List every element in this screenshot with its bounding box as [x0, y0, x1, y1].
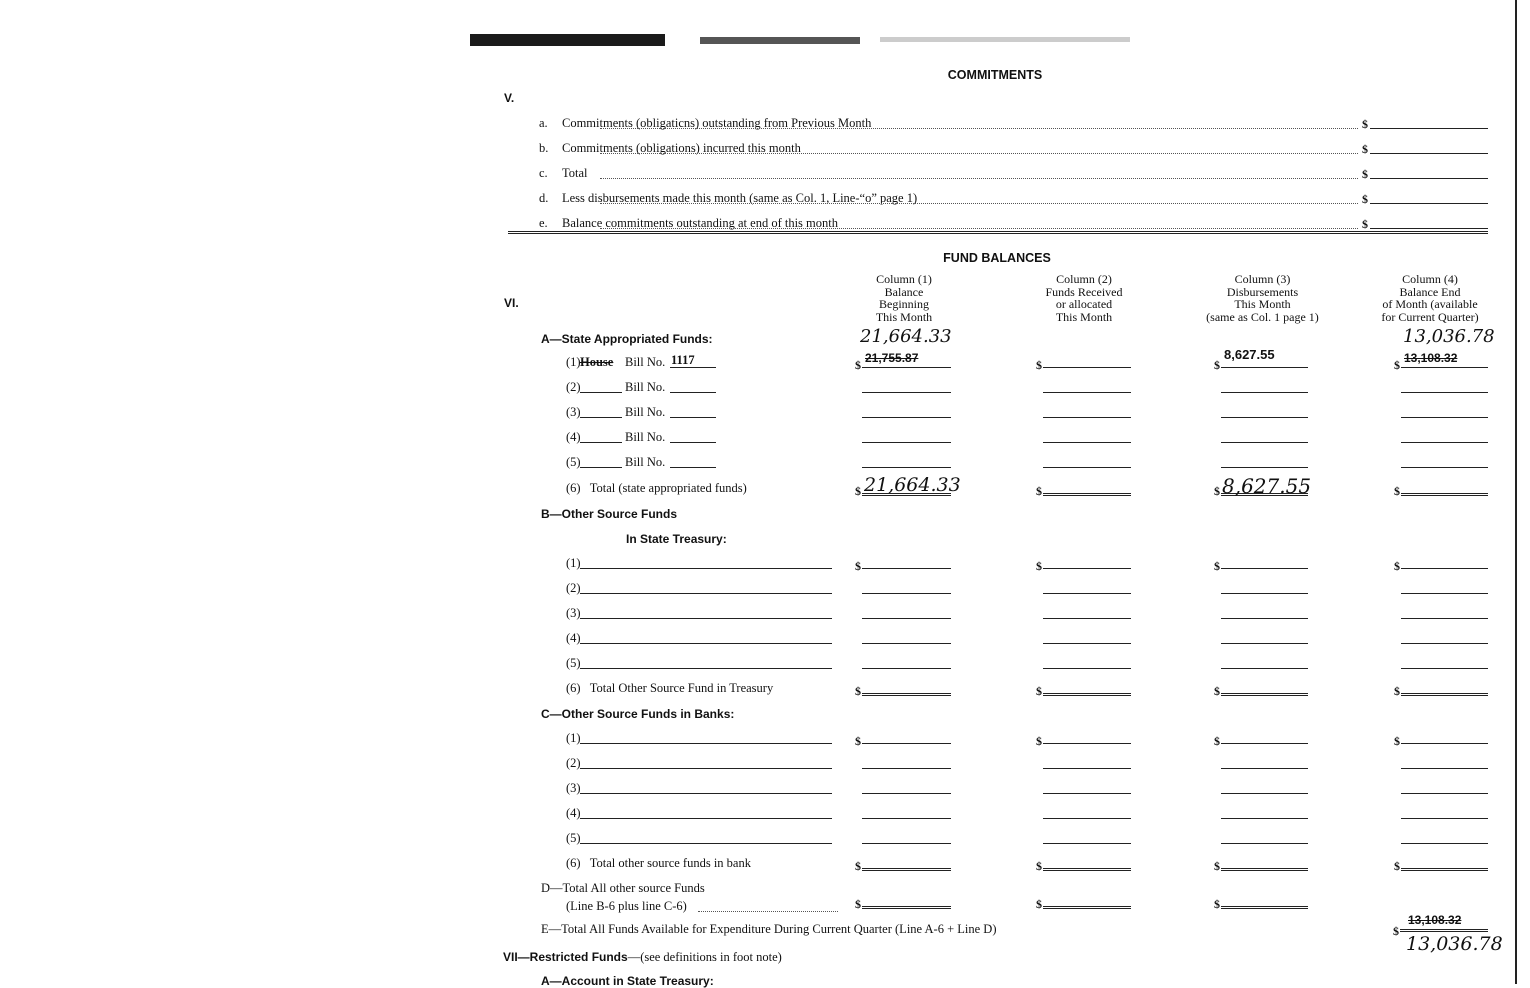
section-c-heading: C—Other Source Funds in Banks:: [541, 707, 735, 721]
a-row-label: Bill No.: [625, 430, 666, 444]
section-d-line2: (Line B-6 plus line C-6): [566, 899, 687, 913]
a-row-label: Bill No.: [625, 455, 666, 469]
b-row-description-field[interactable]: [580, 643, 832, 644]
commitment-leader: [600, 178, 1358, 179]
a-row-col2-field[interactable]: [1043, 367, 1131, 368]
c-row-col4-field[interactable]: [1401, 843, 1488, 844]
c-row-col1-field[interactable]: [862, 743, 951, 744]
c-row-col2-field[interactable]: [1043, 768, 1131, 769]
b-row-col1-field[interactable]: [862, 643, 951, 644]
c-row-col1-field[interactable]: [862, 793, 951, 794]
a-row-col3-field[interactable]: [1221, 442, 1308, 443]
a-row-prefix-struck: House: [580, 355, 614, 369]
commitments-divider: [508, 231, 1488, 234]
section-c-total-label: (6) Total other source funds in bank: [566, 856, 751, 870]
b-row-description-field[interactable]: [580, 668, 832, 669]
b-row-col1-field[interactable]: [862, 668, 951, 669]
a-row-col1-field[interactable]: [862, 417, 951, 418]
dollar-sign: $: [855, 897, 861, 911]
a-row-col2-field[interactable]: [1043, 467, 1131, 468]
restricted-subheading: A—Account in State Treasury:: [541, 974, 714, 988]
b-row-description-field[interactable]: [580, 618, 832, 619]
c-row-description-field[interactable]: [580, 793, 832, 794]
c-total-col4-field[interactable]: [1401, 868, 1488, 871]
dollar-sign: $: [1036, 734, 1042, 748]
c-row-col2-field[interactable]: [1043, 843, 1131, 844]
section-b-heading: B—Other Source Funds: [541, 507, 678, 521]
c-row-description-field[interactable]: [580, 843, 832, 844]
column-3-header: Column (3) Disbursements This Month (same as Col. 1 page 1): [1206, 272, 1319, 324]
c-row-col2-field[interactable]: [1043, 743, 1131, 744]
commitment-label: Commitments (obligaticns) outstanding from Previous Month: [562, 116, 872, 130]
commitment-label: Total: [562, 166, 588, 180]
commitment-letter: d.: [539, 191, 549, 205]
a-row-col2-field[interactable]: [1043, 442, 1131, 443]
commitment-letter: a.: [539, 116, 548, 130]
c-row-col3-field[interactable]: [1221, 743, 1308, 744]
b-row-col2-field[interactable]: [1043, 668, 1131, 669]
a-row-label: Bill No.: [625, 355, 666, 369]
a-row-col4-field[interactable]: [1401, 417, 1488, 418]
commitment-amount-field[interactable]: [1370, 203, 1488, 204]
section-b-total-label: (6) Total Other Source Fund in Treasury: [566, 681, 774, 695]
a-row-prefix-field[interactable]: [580, 467, 622, 468]
a-row-col1-field[interactable]: [862, 367, 951, 368]
c-row-col3-field[interactable]: [1221, 793, 1308, 794]
redaction-bar: [470, 34, 665, 46]
dollar-sign: $: [1036, 859, 1042, 873]
column-4-header: Column (4) Balance End of Month (available for Current Quarter): [1381, 272, 1479, 324]
b-row-col3-field[interactable]: [1221, 568, 1308, 569]
c-row-col1-field[interactable]: [862, 818, 951, 819]
e-handwritten-value: 13,036.78: [1406, 933, 1503, 955]
dollar-sign: $: [1394, 358, 1400, 372]
col1-struck-balance: 21,755.87: [865, 351, 919, 365]
dollar-sign: $: [1394, 484, 1400, 498]
c-row-col1-field[interactable]: [862, 768, 951, 769]
b-row-col3-field[interactable]: [1221, 643, 1308, 644]
commitment-leader: [600, 228, 1358, 229]
b-row-col2-field[interactable]: [1043, 593, 1131, 594]
col3-disbursement: 8,627.55: [1224, 347, 1275, 362]
b-row-number: (4): [566, 631, 581, 645]
commitment-label: Balance commitments outstanding at end of this month: [562, 216, 838, 230]
a-total-col2-field[interactable]: [1043, 493, 1131, 496]
dollar-sign: $: [1036, 897, 1042, 911]
dollar-sign: $: [1394, 684, 1400, 698]
column-2-header: Column (2) Funds Received or allocated This Month: [1045, 272, 1123, 324]
c-row-col2-field[interactable]: [1043, 818, 1131, 819]
a-row-col2-field[interactable]: [1043, 417, 1131, 418]
fund-balances-title: FUND BALANCES: [943, 251, 1051, 265]
restricted-heading-text: VII—Restricted Funds: [503, 950, 628, 964]
a-row-bill-field[interactable]: [670, 392, 716, 393]
c-row-number: (2): [566, 756, 581, 770]
a-row-number: (3): [566, 405, 581, 419]
commitment-dollar: $: [1362, 217, 1368, 231]
dollar-sign: $: [1214, 684, 1220, 698]
a-row-prefix-field[interactable]: [580, 392, 622, 393]
c-row-col1-field[interactable]: [862, 843, 951, 844]
c-row-col4-field[interactable]: [1401, 768, 1488, 769]
a-total-col1: 21,664.33: [864, 474, 961, 496]
dollar-sign: $: [1394, 734, 1400, 748]
a-row-prefix-field[interactable]: [580, 442, 622, 443]
commitment-leader: [600, 153, 1358, 154]
c-row-number: (1): [566, 731, 581, 745]
c-row-number: (5): [566, 831, 581, 845]
section-d-line1: D—Total All other source Funds: [541, 881, 705, 895]
section-b-subheading: In State Treasury:: [626, 532, 727, 546]
b-row-col4-field[interactable]: [1401, 593, 1488, 594]
section-a-total-label: (6) Total (state appropriated funds): [566, 481, 747, 495]
b-row-col3-field[interactable]: [1221, 668, 1308, 669]
restricted-funds-heading: [503, 950, 782, 965]
dollar-sign: $: [1214, 358, 1220, 372]
d-total-col1-field[interactable]: [862, 906, 951, 909]
a-total-col4-field[interactable]: [1401, 493, 1488, 496]
a-row-prefix-field[interactable]: [580, 417, 622, 418]
dollar-sign: $: [1214, 484, 1220, 498]
a-row-col4-field[interactable]: [1401, 392, 1488, 393]
a-row-col2-field[interactable]: [1043, 392, 1131, 393]
b-row-col4-field[interactable]: [1401, 643, 1488, 644]
dollar-sign: $: [1394, 859, 1400, 873]
commitments-title: COMMITMENTS: [947, 68, 1043, 82]
section-a-heading: A—State Appropriated Funds:: [541, 332, 713, 346]
commitment-amount-field[interactable]: [1370, 228, 1488, 229]
commitment-letter: c.: [539, 166, 548, 180]
a-row-number: (1): [566, 355, 581, 369]
section-v-label: V.: [504, 91, 515, 105]
b-total-col1-field[interactable]: [862, 693, 951, 696]
b-row-col2-field[interactable]: [1043, 568, 1131, 569]
a-row-bill-field[interactable]: [670, 467, 716, 468]
b-total-col4-field[interactable]: [1401, 693, 1488, 696]
b-row-col2-field[interactable]: [1043, 643, 1131, 644]
b-total-col2-field[interactable]: [1043, 693, 1131, 696]
c-row-description-field[interactable]: [580, 768, 832, 769]
c-total-col1-field[interactable]: [862, 868, 951, 871]
a-total-col3: 8,627.55: [1222, 474, 1312, 498]
b-row-col4-field[interactable]: [1401, 618, 1488, 619]
a-row-col3-field[interactable]: [1221, 367, 1308, 368]
a-row-bill-field[interactable]: [670, 417, 716, 418]
commitment-amount-field[interactable]: [1370, 153, 1488, 154]
dollar-sign: $: [1036, 358, 1042, 372]
a-row-number: (4): [566, 430, 581, 444]
commitment-label: Less disbursements made this month (same as Col. 1, Line-“o” page 1): [562, 191, 918, 205]
commitment-dollar: $: [1362, 142, 1368, 156]
dollar-sign: $: [855, 358, 861, 372]
a-row-col4-field[interactable]: [1401, 442, 1488, 443]
c-row-number: (4): [566, 806, 581, 820]
restricted-note: —(see definitions in foot note): [627, 950, 782, 964]
dollar-sign: $: [1214, 559, 1220, 573]
a-row-col3-field[interactable]: [1221, 467, 1308, 468]
a-row-col4-field[interactable]: [1401, 467, 1488, 468]
section-vi-label: VI.: [504, 296, 519, 310]
a-row-label: Bill No.: [625, 380, 666, 394]
b-row-number: (2): [566, 581, 581, 595]
c-row-col3-field[interactable]: [1221, 768, 1308, 769]
c-row-col3-field[interactable]: [1221, 818, 1308, 819]
b-row-col3-field[interactable]: [1221, 618, 1308, 619]
d-total-col2-field[interactable]: [1043, 906, 1131, 909]
c-row-description-field[interactable]: [580, 818, 832, 819]
a-row-label: Bill No.: [625, 405, 666, 419]
dollar-sign: $: [1214, 897, 1220, 911]
commitment-amount-field[interactable]: [1370, 128, 1488, 129]
c-row-col4-field[interactable]: [1401, 818, 1488, 819]
d-total-col3-field[interactable]: [1221, 906, 1308, 909]
c-row-col4-field[interactable]: [1401, 793, 1488, 794]
col4-handwritten-balance: 13,036.78: [1403, 326, 1495, 347]
dollar-sign: $: [1036, 484, 1042, 498]
col4-struck-balance: 13,108.32: [1404, 351, 1458, 365]
b-row-col4-field[interactable]: [1401, 668, 1488, 669]
c-row-col4-field[interactable]: [1401, 743, 1488, 744]
column-1-header: Column (1) Balance Beginning This Month: [875, 272, 933, 324]
dollar-sign: $: [1214, 734, 1220, 748]
faint-text-smudge: [880, 37, 1130, 42]
b-row-description-field[interactable]: [580, 593, 832, 594]
dollar-sign: $: [855, 559, 861, 573]
b-row-col4-field[interactable]: [1401, 568, 1488, 569]
a-row-number: (5): [566, 455, 581, 469]
a-row-col1-field[interactable]: [862, 467, 951, 468]
a-row-number: (2): [566, 380, 581, 394]
b-row-number: (3): [566, 606, 581, 620]
e-value-line: [1400, 929, 1488, 932]
dollar-sign: $: [855, 684, 861, 698]
a-row-bill-number: 1117: [671, 353, 695, 367]
a-row-col4-field[interactable]: [1401, 367, 1488, 368]
section-d-leader: [698, 911, 838, 912]
a-row-bill-field[interactable]: [670, 442, 716, 443]
b-row-number: (1): [566, 556, 581, 570]
dollar-sign: $: [1036, 684, 1042, 698]
redaction-bar-2: [700, 37, 860, 44]
commitment-leader: [600, 128, 1358, 129]
a-row-col1-field[interactable]: [862, 392, 951, 393]
dollar-sign: $: [1036, 559, 1042, 573]
page-edge-mark: [1515, 0, 1517, 984]
b-row-col1-field[interactable]: [862, 593, 951, 594]
b-row-col3-field[interactable]: [1221, 593, 1308, 594]
b-row-col2-field[interactable]: [1043, 618, 1131, 619]
commitment-dollar: $: [1362, 167, 1368, 181]
b-row-description-field[interactable]: [580, 568, 832, 569]
commitment-letter: e.: [539, 216, 548, 230]
section-e-line: E—Total All Funds Available for Expenditure During Current Quarter (Line A-6 + Line D): [541, 922, 997, 936]
dollar-sign: $: [1394, 559, 1400, 573]
dollar-sign: $: [855, 859, 861, 873]
b-row-col1-field[interactable]: [862, 618, 951, 619]
a-row-col3-field[interactable]: [1221, 392, 1308, 393]
a-row-col1-field[interactable]: [862, 442, 951, 443]
commitment-label: Commitments (obligations) incurred this month: [562, 141, 801, 155]
col1-handwritten-balance: 21,664.33: [860, 326, 952, 347]
c-row-col2-field[interactable]: [1043, 793, 1131, 794]
dollar-sign: $: [855, 734, 861, 748]
b-row-col1-field[interactable]: [862, 568, 951, 569]
c-row-description-field[interactable]: [580, 743, 832, 744]
e-dollar-sign: $: [1393, 924, 1399, 938]
b-row-number: (5): [566, 656, 581, 670]
commitment-leader: [600, 203, 1358, 204]
a-row-col3-field[interactable]: [1221, 417, 1308, 418]
dollar-sign: $: [1214, 859, 1220, 873]
b-total-col3-field[interactable]: [1221, 693, 1308, 696]
commitment-amount-field[interactable]: [1370, 178, 1488, 179]
c-total-col3-field[interactable]: [1221, 868, 1308, 871]
commitment-letter: b.: [539, 141, 549, 155]
c-total-col2-field[interactable]: [1043, 868, 1131, 871]
e-struck-value: 13,108.32: [1408, 913, 1462, 927]
commitment-dollar: $: [1362, 192, 1368, 206]
c-row-number: (3): [566, 781, 581, 795]
c-row-col3-field[interactable]: [1221, 843, 1308, 844]
commitment-dollar: $: [1362, 117, 1368, 131]
dollar-sign: $: [855, 484, 861, 498]
